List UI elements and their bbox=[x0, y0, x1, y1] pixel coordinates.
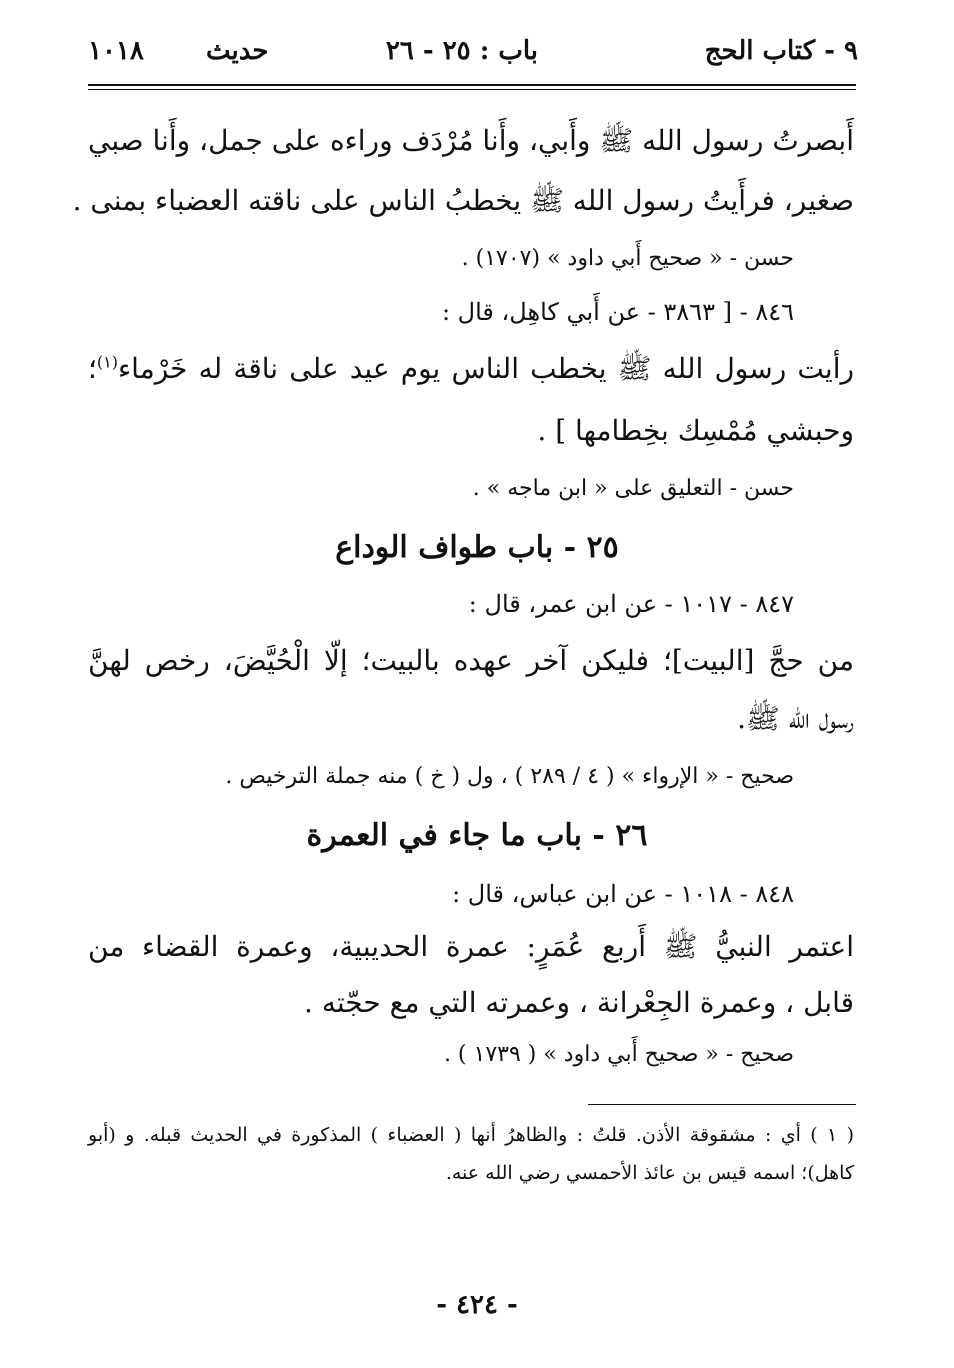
punctuation: ؛ bbox=[88, 352, 97, 385]
paragraph-line: من حجَّ [البيت]؛ فليكن آخر عهده بالبيت؛ إلّا الْحُيَّضَ، رخص لهنَّ bbox=[88, 644, 854, 677]
header-chapter-range: باب : ٢٥ - ٢٦ bbox=[385, 36, 538, 66]
hadith-number-847: ٨٤٧ - ١٠١٧ - عن ابن عمر، قال : bbox=[468, 590, 794, 618]
chapter-heading-25: ٢٥ - باب طواف الوداع bbox=[335, 530, 619, 565]
footnote-reference: (١) bbox=[96, 352, 118, 372]
paragraph-line: أَبصرتُ رسول الله ﷺ وأَبي، وأَنا مُرْدَف وراءه على جمل، وأَنا صبي bbox=[88, 124, 854, 157]
paragraph-line: صغير، فرأَيتُ رسول الله ﷺ يخطبُ الناس على ناقته العضباء بمنى . bbox=[72, 184, 854, 217]
grading-source: صحيح - « الإرواء » ( ٤ / ٢٨٩ ) ، ول ( خ ) منه جملة الترخيص . bbox=[225, 764, 794, 789]
paragraph-line: اعتمر النبيُّ ﷺ أَربع عُمَرٍ: عمرة الحديبية، وعمرة القضاء من bbox=[88, 930, 854, 963]
hadith-text: رأيت رسول الله ﷺ يخطب الناس يوم عيد على ناقة له خَرْماء bbox=[118, 352, 854, 385]
paragraph-line bbox=[88, 352, 854, 392]
page-number: - ٤٢٤ - bbox=[436, 1290, 518, 1320]
footnote-separator bbox=[588, 1104, 856, 1105]
paragraph-line: رسول الله ﷺ. bbox=[737, 702, 854, 735]
footnote-line: ( ١ ) أي : مشقوقة الأذن. قلتُ : والظاهرُ أنها ( العضباء ) المذكورة في الحديث قبله. و (أبو bbox=[88, 1124, 855, 1146]
paragraph-line: قابل ، وعمرة الجِعْرانة ، وعمرته التي مع حجّته . bbox=[304, 986, 854, 1019]
header-hadith-number: ١٠١٨ bbox=[88, 36, 144, 66]
footnote-line: كاهل)؛ اسمه قيس بن عائذ الأحمسي رضي الله عنه. bbox=[445, 1162, 854, 1184]
grading-source: حسن - « صحيح أَبي داود » (١٧٠٧) . bbox=[461, 246, 794, 271]
grading-source: حسن - التعليق على « ابن ماجه » . bbox=[472, 476, 794, 501]
header-rule-thick bbox=[88, 84, 856, 86]
header-hadith-label: حديث bbox=[206, 36, 269, 66]
hadith-number-848: ٨٤٨ - ١٠١٨ - عن ابن عباس، قال : bbox=[452, 880, 794, 908]
header-book-title: ٩ - كتاب الحج bbox=[704, 36, 858, 66]
running-header bbox=[88, 36, 858, 80]
header-rule-thin bbox=[88, 89, 856, 90]
grading-source: صحيح - « صحيح أَبي داود » ( ١٧٣٩ ) . bbox=[443, 1042, 794, 1067]
hadith-number-846: ٨٤٦ - [ ٣٨٦٣ - عن أَبي كاهِل، قال : bbox=[441, 298, 794, 326]
chapter-heading-26: ٢٦ - باب ما جاء في العمرة bbox=[306, 818, 648, 853]
paragraph-line: وحبشي مُمْسِك بخِطامها ] . bbox=[537, 414, 854, 447]
